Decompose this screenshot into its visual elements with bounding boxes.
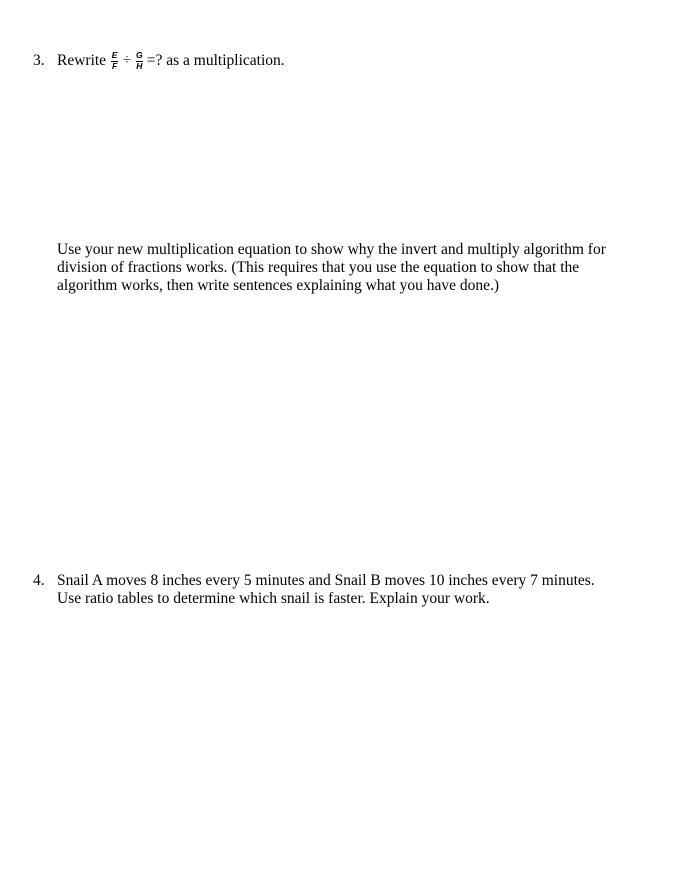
follow-up-line: Use your new multiplication equation to show why the invert and multiply algorithm for	[57, 241, 606, 258]
fraction-e-over-f	[111, 51, 118, 71]
question-3-prefix: Rewrite	[57, 52, 107, 69]
question-4-line: Use ratio tables to determine which snail is faster. Explain your work.	[57, 590, 490, 607]
question-4-number: 4.	[33, 572, 45, 589]
divide-sign: ÷	[123, 53, 131, 68]
question-3-number: 3.	[33, 52, 45, 69]
fraction-g-over-h	[136, 51, 143, 71]
question-4-line: Snail A moves 8 inches every 5 minutes and Snail B moves 10 inches every 7 minutes.	[57, 572, 595, 589]
question-3-suffix: =? as a multiplication.	[146, 52, 285, 69]
question-4-prompt	[57, 572, 637, 608]
follow-up-line: division of fractions works. (This requires that you use the equation to show that the	[57, 259, 580, 276]
question-3-prompt	[57, 51, 285, 71]
fraction-2-denominator: H	[136, 61, 143, 71]
follow-up-line: algorithm works, then write sentences explaining what you have done.)	[57, 277, 500, 294]
fraction-1-numerator: E	[111, 50, 118, 60]
fraction-2-numerator: G	[135, 50, 143, 60]
fraction-1-denominator: F	[111, 61, 118, 71]
question-3-follow-up	[57, 241, 637, 295]
